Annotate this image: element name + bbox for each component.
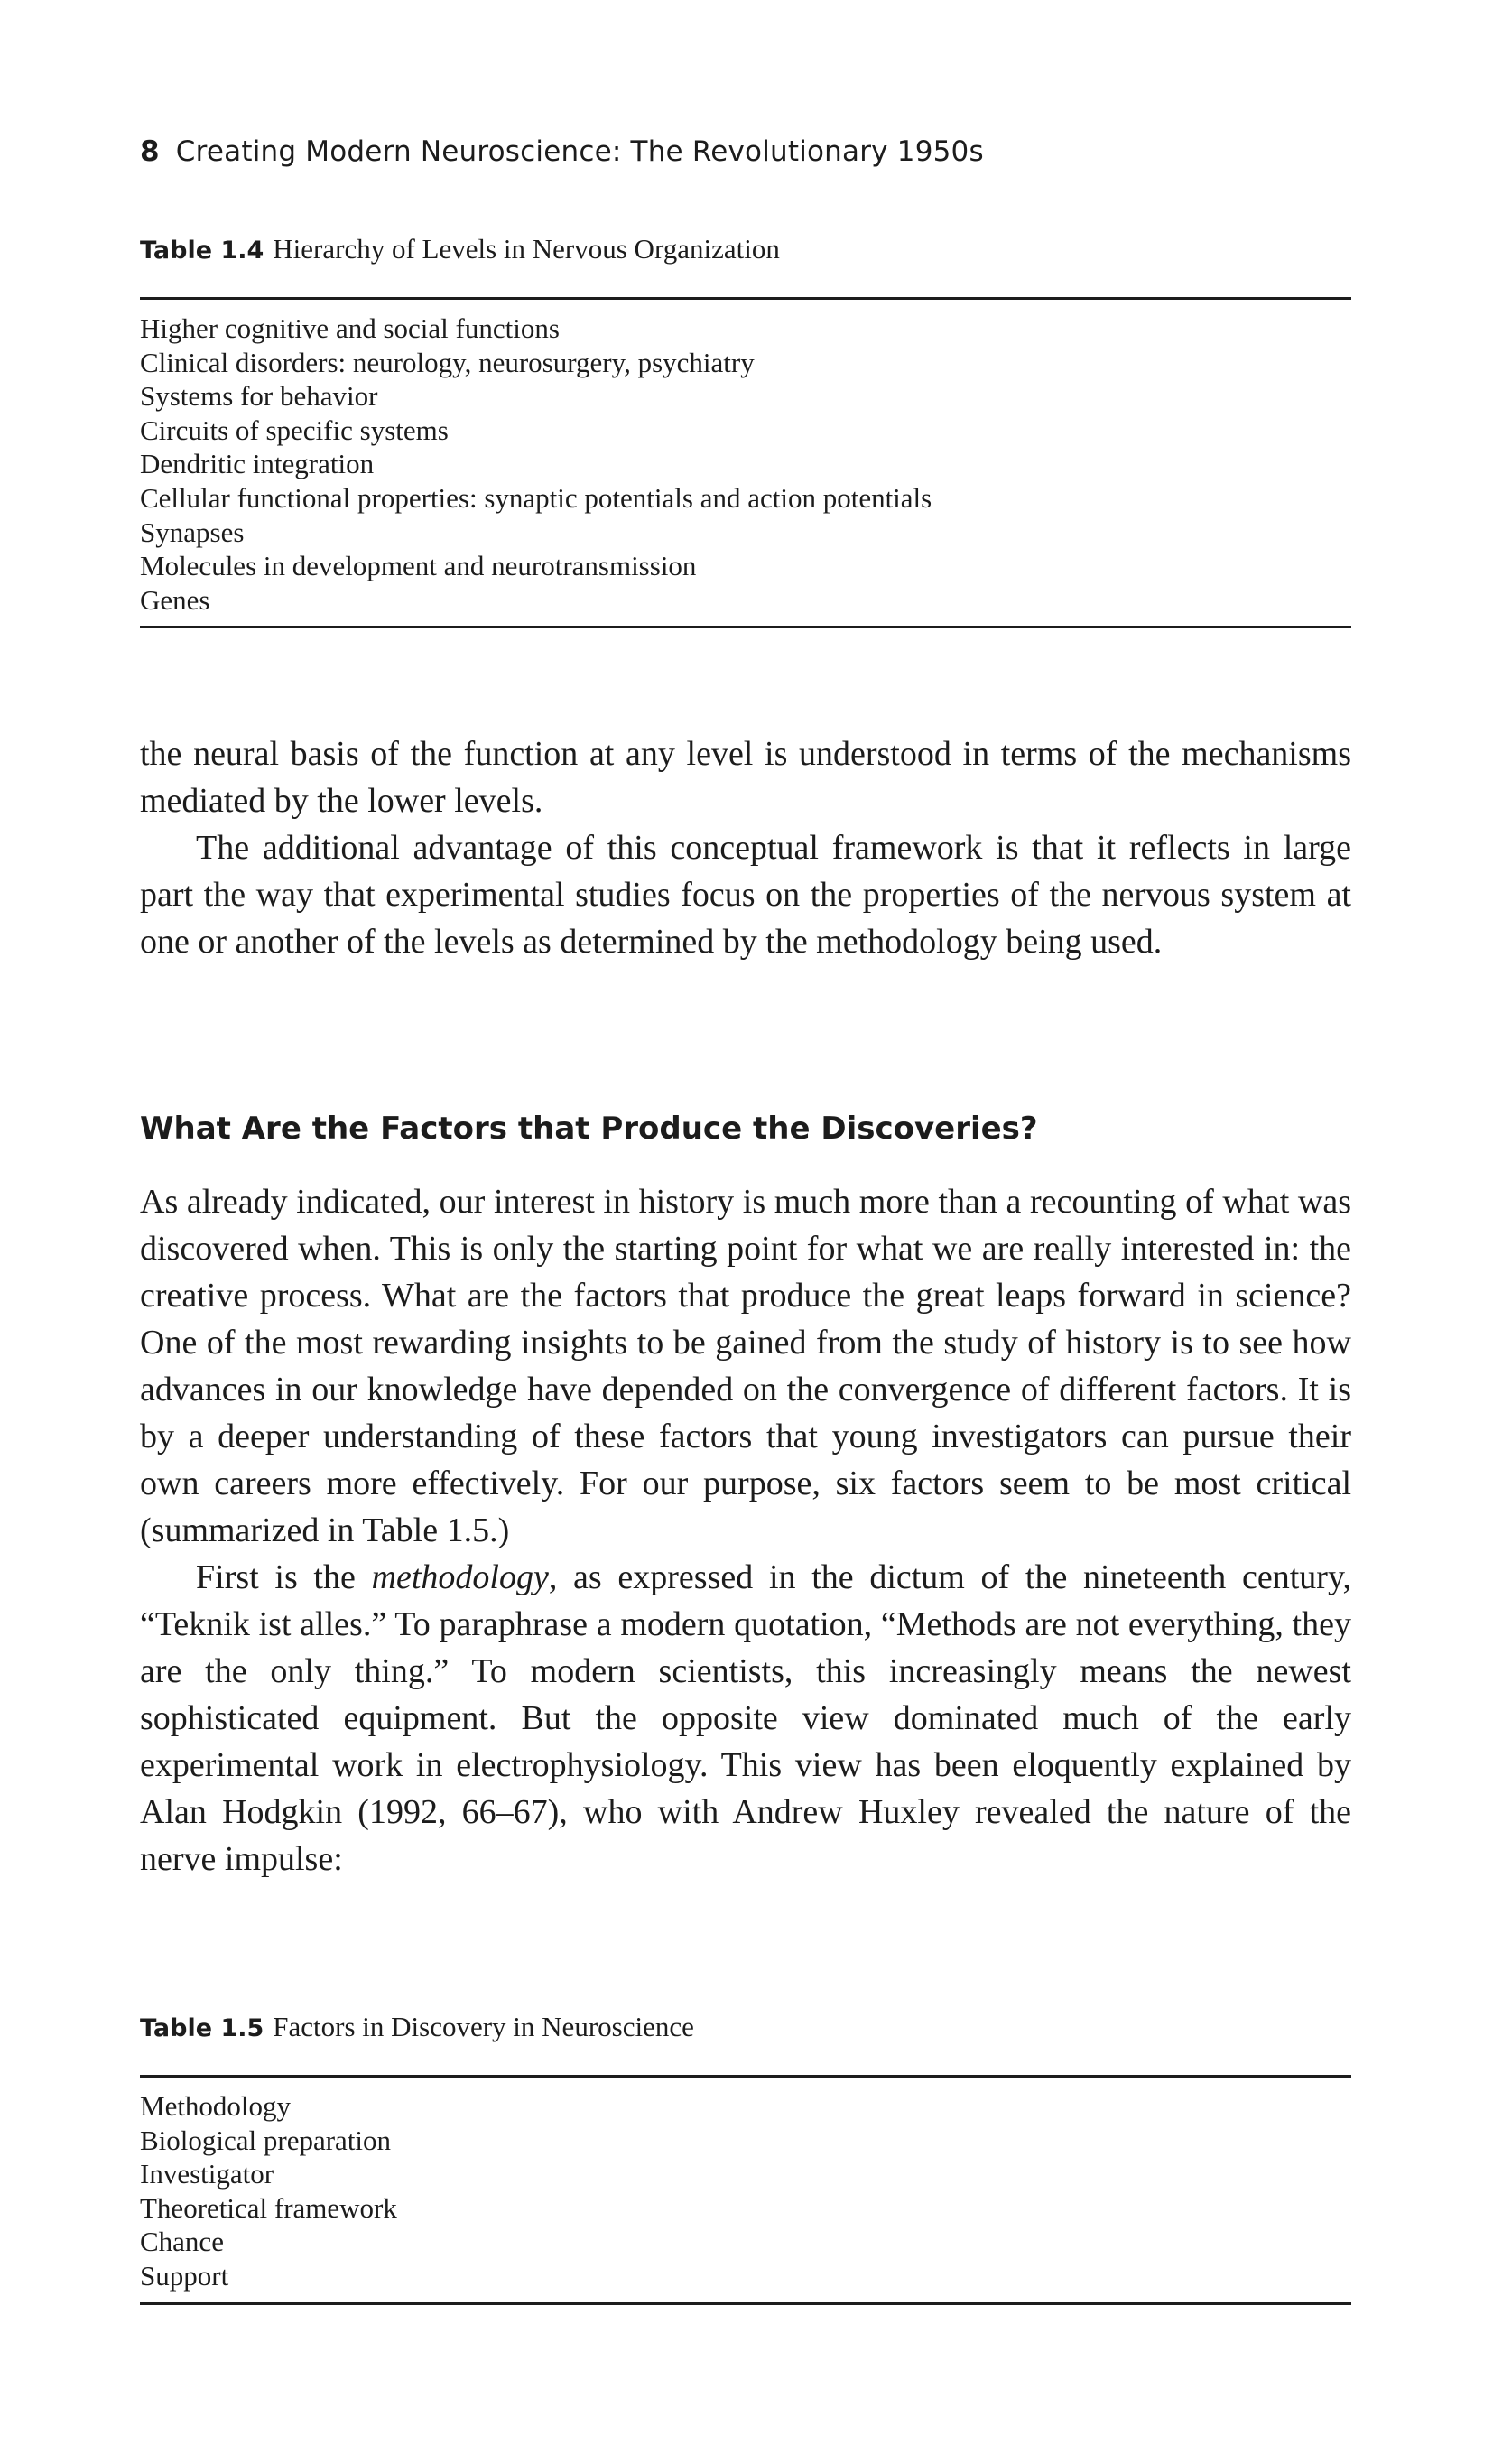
emphasis-methodology: methodology: [371, 1558, 549, 1596]
table-bottom-rule: [140, 2302, 1351, 2305]
table-label: Table 1.4: [140, 237, 264, 265]
table-row: Genes: [140, 583, 210, 616]
paragraph: The additional advantage of this conceptual framework is that it reflects in large part the way that experimental studies focus on the properties of the nervous system at one or another of the levels as determined by the methodology being used.: [140, 829, 1351, 961]
paragraph: [140, 1554, 1351, 1883]
section-heading: What Are the Factors that Produce the Discoveries?: [140, 1111, 1038, 1147]
table-label: Table 1.5: [140, 2014, 264, 2042]
table-caption: [140, 233, 1351, 267]
table-row: Clinical disorders: neurology, neurosurgery, psychiatry: [140, 346, 755, 378]
table-title: Factors in Discovery in Neuroscience: [273, 2011, 694, 2042]
table-row: Higher cognitive and social functions: [140, 312, 560, 344]
table-row: Theoretical framework: [140, 2191, 397, 2224]
table-row: Systems for behavior: [140, 380, 378, 413]
table-row: Circuits of specific systems: [140, 414, 449, 446]
table-row: Support: [140, 2259, 229, 2292]
paragraph: the neural basis of the function at any level is understood in terms of the mechanisms mediated by the lower levels.: [140, 735, 1351, 820]
table-caption: [140, 2011, 1351, 2045]
table-row: Chance: [140, 2226, 224, 2258]
running-head: [140, 135, 984, 168]
table-row: Investigator: [140, 2158, 274, 2190]
table-1-4: [140, 233, 1351, 628]
table-row: Synapses: [140, 516, 245, 548]
table-row: Methodology: [140, 2090, 292, 2122]
table-1-5: [140, 2011, 1351, 2305]
table-row: Cellular functional properties: synaptic potentials and action potentials: [140, 481, 932, 514]
book-title: Creating Modern Neuroscience: The Revolutionary 1950s: [175, 135, 984, 168]
table-title: Hierarchy of Levels in Nervous Organization: [273, 233, 780, 265]
table-row: Biological preparation: [140, 2124, 392, 2156]
table-rows: [140, 300, 1351, 626]
table-rows: [140, 2078, 1351, 2302]
paragraph-lead: First is the: [196, 1558, 372, 1596]
paragraph: As already indicated, our interest in history is much more than a recounting of what was discovered when. This is only the starting point for what we are really interested in: the creative process. What are the factors that produce the great leaps forward in science? One of the most rewarding insights to be gained from the study of history is to see how advances in our knowledge have depended on the convergence of different factors. It is by a deeper understanding of these factors that young investigators can pursue their own careers more effectively. For our purpose, six factors seem to be most critical (summarized in Table 1.5.): [140, 1183, 1351, 1549]
table-row: Molecules in development and neurotransmission: [140, 550, 697, 582]
table-bottom-rule: [140, 626, 1351, 628]
page-number: 8: [140, 135, 160, 168]
body-text-top: [140, 730, 1351, 965]
body-text-section: [140, 1178, 1351, 1883]
paragraph-rest: , as expressed in the dictum of the nineteenth century, “Teknik ist alles.” To paraphrase a modern quotation, “Methods are not everything, they are the only thing.” To modern scientists, this increasingly means the newest sophisticated equipment. But the opposite view dominated much of the early experimental work in electrophysiology. This view has been eloquently explained by Alan Hodgkin (1992, 66–67), who with Andrew Huxley revealed the nature of the nerve impulse:: [140, 1558, 1351, 1878]
table-row: Dendritic integration: [140, 448, 375, 480]
